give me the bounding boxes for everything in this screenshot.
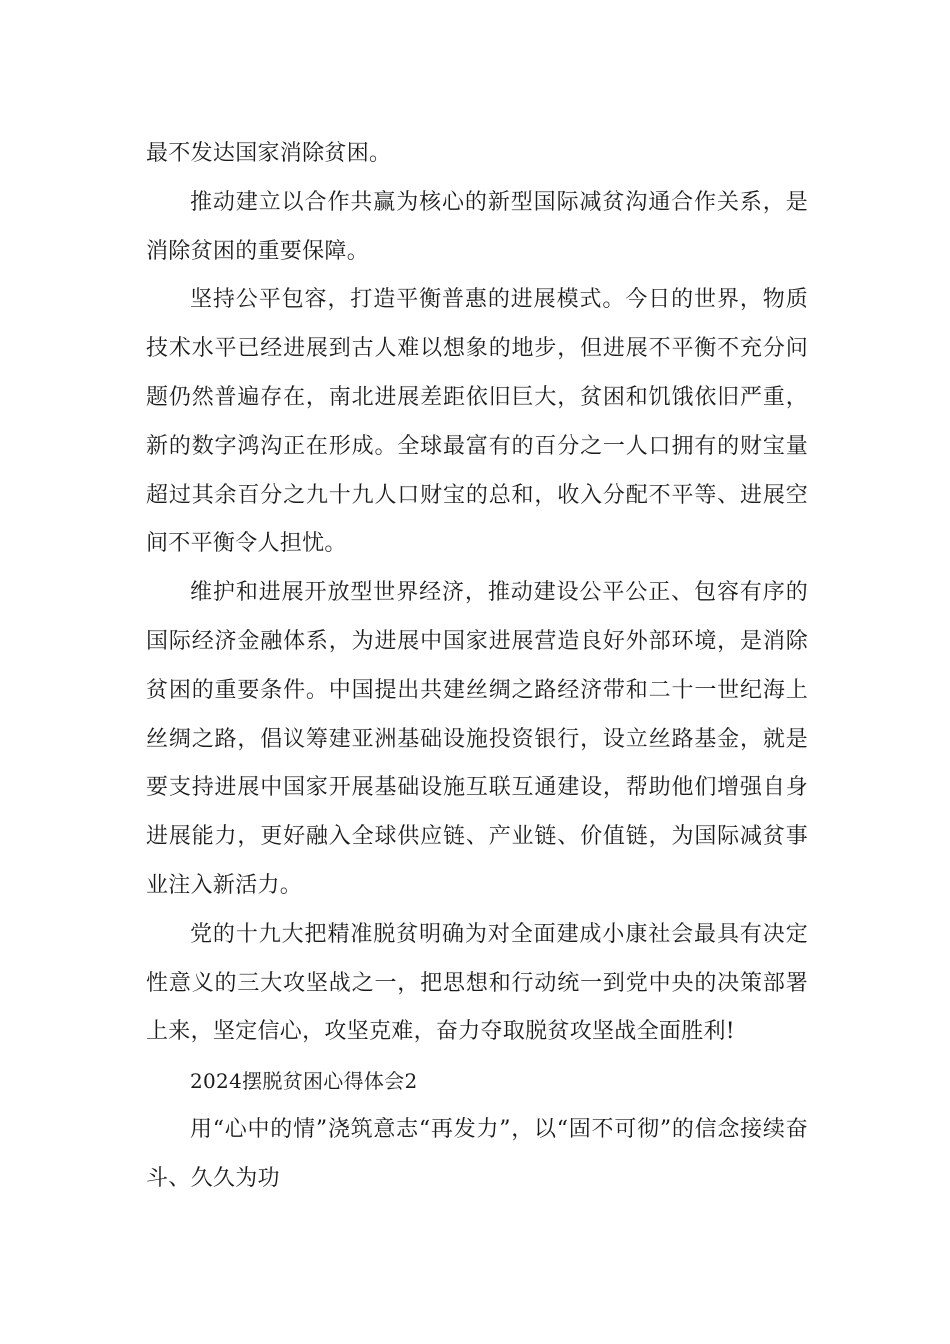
paragraph-heart-feeling: 用“心中的情”浇筑意志“再发力”，以“固不可彻”的信念接续奋斗、久久为功 bbox=[146, 1116, 808, 1191]
section-heading: 2024摆脱贫困心得体会2 bbox=[190, 1069, 418, 1094]
paragraph-inclusive-development: 坚持公平包容，打造平衡普惠的进展模式。今日的世界，物质技术水平已经进展到古人难以想象的地步，但进展不平衡不充分问题仍然普遍存在，南北进展差距依旧巨大，贫困和饥饿依旧严重，新的数字鸿沟正在形成。全球最富有的百分之一人口拥有的财宝量超过其余百分之九十九人口财宝的总和，收入分配不平等、进展空间不平衡令人担忧。 bbox=[146, 287, 808, 557]
paragraph-cooperation: 推动建立以合作共赢为核心的新型国际减贫沟通合作关系，是消除贫困的重要保障。 bbox=[146, 189, 808, 264]
paragraph-open-economy: 维护和进展开放型世界经济，推动建设公平公正、包容有序的国际经济金融体系，为进展中国家进展营造良好外部环境，是消除贫困的重要条件。中国提出共建丝绸之路经济带和二十一世纪海上丝绸之路，倡议筹建亚洲基础设施投资银行，设立丝路基金，就是要支持进展中国家开展基础设施互联互通建设，帮助他们增强自身进展能力，更好融入全球供应链、产业链、价值链，为国际减贫事业注入新活力。 bbox=[146, 580, 808, 898]
paragraph-poverty-alleviation: 党的十九大把精准脱贫明确为对全面建成小康社会最具有决定性意义的三大攻坚战之一，把思想和行动统一到党中央的决策部署上来，坚定信心，攻坚克难，奋力夺取脱贫攻坚战全面胜利! bbox=[146, 921, 808, 1045]
document-body bbox=[146, 130, 808, 1204]
paragraph-continuation: 最不发达国家消除贫困。 bbox=[146, 141, 392, 166]
